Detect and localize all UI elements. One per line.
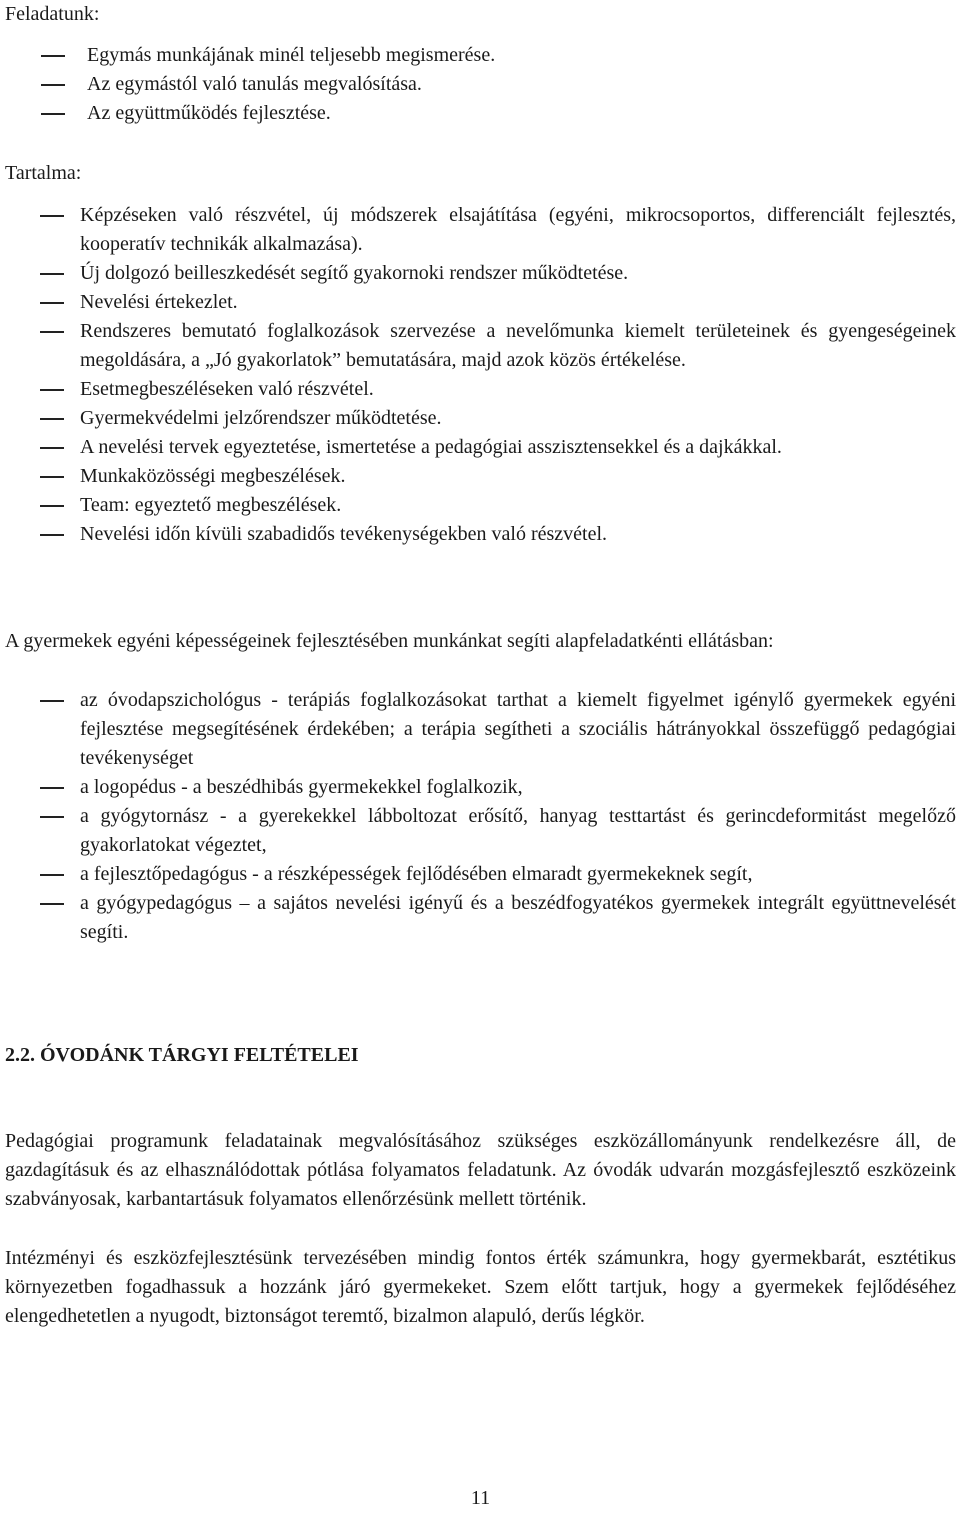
feladatunk-label: Feladatunk: — [5, 3, 100, 25]
list-item: Rendszeres bemutató foglalkozások szervezése a nevelőmunka kiemelt területeinek és gyengeségeinek megoldására, a „Jó gyakorlatok” bemutatására, majd azok közös értékelése. — [80, 317, 956, 375]
ellatas-intro: A gyermekek egyéni képességeinek fejlesztésében munkánkat segíti alapfeladatkénti ellátásban: — [5, 630, 774, 652]
list-item: Képzéseken való részvétel, új módszerek elsajátítása (egyéni, mikrocsoportos, differenciált fejlesztés, kooperatív technikák alkalmazása). — [80, 201, 956, 259]
list-item: a gyógytornász - a gyerekekkel lábboltozat erősítő, hanyag testtartást és gerincdeformitást megelőző gyakorlatokat végeztet, — [80, 802, 956, 860]
list-item: Új dolgozó beilleszkedését segítő gyakornoki rendszer működtetése. — [80, 259, 956, 288]
feladatunk-list — [87, 41, 947, 128]
ellatas-list — [80, 686, 956, 947]
page-number: 11 — [470, 1487, 491, 1509]
list-item: Team: egyeztető megbeszélések. — [80, 491, 956, 520]
list-item: Nevelési időn kívüli szabadidős tevékenységekben való részvétel. — [80, 520, 956, 549]
list-item: A nevelési tervek egyeztetése, ismertetése a pedagógiai asszisztensekkel és a dajkákkal. — [80, 433, 956, 462]
paragraph-1: Pedagógiai programunk feladatainak megvalósításához szükséges eszközállományunk rendelkezésre áll, de gazdagításuk és az elhasználódottak pótlása folyamatos feladatunk. Az óvodák udvarán mozgásfejlesztő eszközeink szabványosak, karbantartásuk folyamatos ellenőrzésünk mellett történik. — [5, 1130, 956, 1210]
list-item: a logopédus - a beszédhibás gyermekekkel foglalkozik, — [80, 773, 956, 802]
list-item: a gyógypedagógus – a sajátos nevelési igényű és a beszédfogyatékos gyermekek integrált együttnevelését segíti. — [80, 889, 956, 947]
list-item: a fejlesztőpedagógus - a részképességek fejlődésében elmaradt gyermekeknek segít, — [80, 860, 956, 889]
section-heading: 2.2. ÓVODÁNK TÁRGYI FELTÉTELEI — [5, 1044, 359, 1066]
list-item: Esetmegbeszéléseken való részvétel. — [80, 375, 956, 404]
tartalma-list — [80, 201, 956, 549]
list-item: az óvodapszichológus - terápiás foglalkozásokat tarthat a kiemelt figyelmet igénylő gyermekek egyéni fejlesztése megsegítésének érdekében; a terápia segítheti a szociális hátrányokkal összefüggő pedagógiai tevékenységet — [80, 686, 956, 773]
paragraph-2: Intézményi és eszközfejlesztésünk tervezésében mindig fontos érték számunkra, hogy gyermekbarát, esztétikus környezetben fogadhassuk a hozzánk járó gyermekeket. Szem előtt tartjuk, hogy a gyermekek fejlődéséhez elengedhetetlen a nyugodt, biztonságot teremtő, bizalmon alapuló, derűs légkör. — [5, 1247, 956, 1327]
list-item: Munkaközösségi megbeszélések. — [80, 462, 956, 491]
list-item: Nevelési értekezlet. — [80, 288, 956, 317]
list-item: Gyermekvédelmi jelzőrendszer működtetése. — [80, 404, 956, 433]
list-item: Az egymástól való tanulás megvalósítása. — [87, 70, 947, 99]
list-item: Egymás munkájának minél teljesebb megismerése. — [87, 41, 947, 70]
tartalma-label: Tartalma: — [5, 162, 82, 184]
list-item: Az együttműködés fejlesztése. — [87, 99, 947, 128]
